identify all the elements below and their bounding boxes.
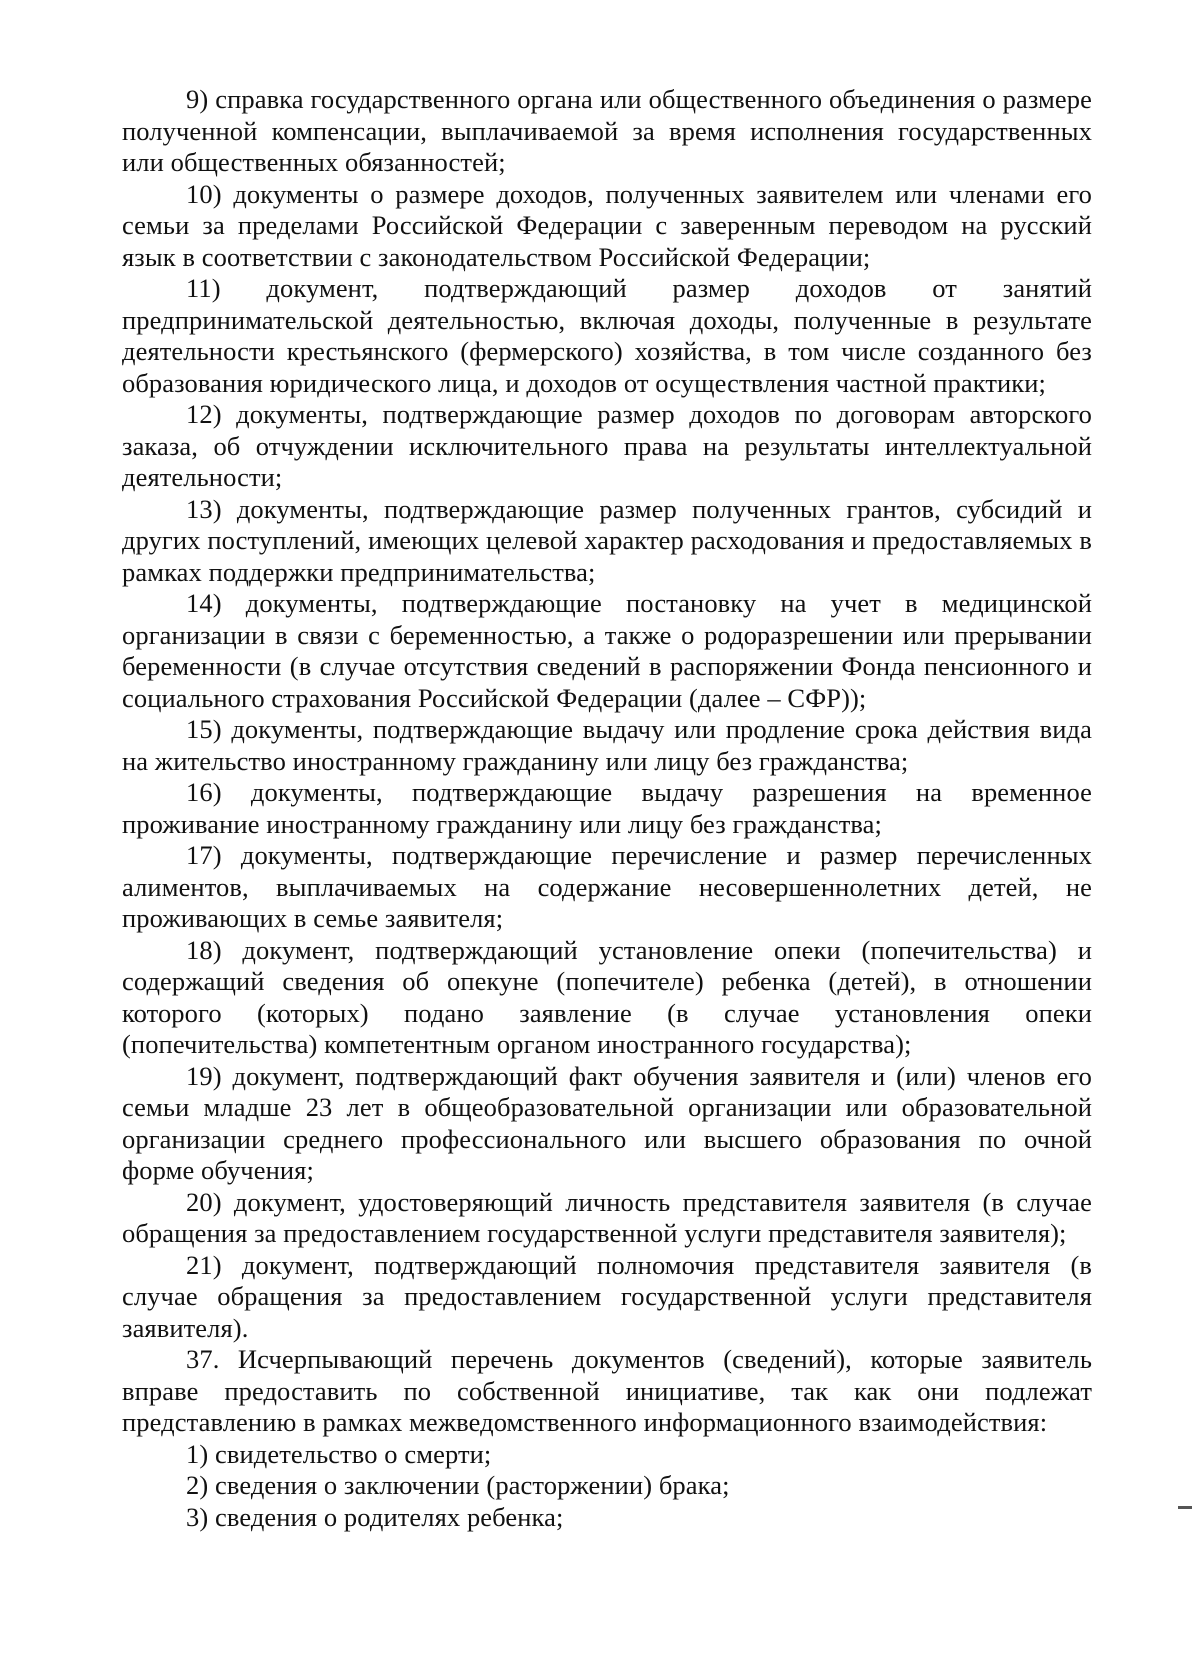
section-37-item-3: 3) сведения о родителях ребенка; bbox=[186, 1501, 564, 1532]
list-item-20: 20) документ, удостоверяющий личность представителя заявителя (в случае обращения за предоставлением государственной услуги представителя заявителя); bbox=[122, 1186, 1092, 1248]
list-item-14: 14) документы, подтверждающие постановку на учет в медицинской организации в связи с беременностью, а также о родоразрешении или прерывании беременности (в случае отсутствия сведений в распоряжении Фонда пенсионного и социального страхования Российской Федерации (далее – СФР)); bbox=[122, 588, 1092, 713]
list-item-12: 12) документы, подтверждающие размер доходов по договорам авторского заказа, об отчуждении исключительного права на результаты интеллектуальной деятельности; bbox=[122, 399, 1092, 492]
list-item-15: 15) документы, подтверждающие выдачу или продление срока действия вида на жительство иностранному гражданину или лицу без гражданства; bbox=[122, 714, 1092, 776]
list-item-19: 19) документ, подтверждающий факт обучения заявителя и (или) членов его семьи младше 23 лет в общеобразовательной организации или образовательной организации среднего профессионального или высшего образования по очной форме обучения; bbox=[122, 1060, 1092, 1185]
list-item-13: 13) документы, подтверждающие размер полученных грантов, субсидий и других поступлений, имеющих целевой характер расходования и предоставляемых в рамках поддержки предпринимательства; bbox=[122, 493, 1092, 587]
list-item-11: 11) документ, подтверждающий размер доходов от занятий предпринимательской деятельностью, включая доходы, полученные в результате деятельности крестьянского (фермерского) хозяйства, в том числе созданного без образования юридического лица, и доходов от осуществления частной практики; bbox=[122, 273, 1092, 398]
list-item-18: 18) документ, подтверждающий установление опеки (попечительства) и содержащий сведения об опекуне (попечителе) ребенка (детей), в отношении которого (которых) подано заявление (в случае установления опеки (попечительства) компетентным органом иностранного государства); bbox=[122, 934, 1092, 1059]
list-item-17: 17) документы, подтверждающие перечисление и размер перечисленных алиментов, выплачиваемых на содержание несовершеннолетних детей, не проживающих в семье заявителя; bbox=[122, 840, 1092, 933]
document-body bbox=[122, 84, 1092, 1533]
list-item-9: 9) справка государственного органа или общественного объединения о размере полученной компенсации, выплачиваемой за время исполнения государственных или общественных обязанностей; bbox=[122, 84, 1092, 177]
list-item-21: 21) документ, подтверждающий полномочия представителя заявителя (в случае обращения за предоставлением государственной услуги представителя заявителя). bbox=[122, 1249, 1092, 1343]
scan-edge-mark bbox=[1178, 1506, 1192, 1509]
section-37-item-1: 1) свидетельство о смерти; bbox=[186, 1438, 492, 1469]
section-37-item-2: 2) сведения о заключении (расторжении) брака; bbox=[186, 1470, 730, 1500]
list-item-16: 16) документы, подтверждающие выдачу разрешения на временное проживание иностранному гражданину или лицу без гражданства; bbox=[122, 777, 1092, 839]
section-37-heading: 37. Исчерпывающий перечень документов (сведений), которые заявитель вправе предоставить по собственной инициативе, так как они подлежат представлению в рамках межведомственного информационного взаимодействия: bbox=[122, 1344, 1092, 1437]
list-item-10: 10) документы о размере доходов, полученных заявителем или членами его семьи за пределами Российской Федерации с заверенным переводом на русский язык в соответствии с законодательством Российской Федерации; bbox=[122, 178, 1092, 272]
